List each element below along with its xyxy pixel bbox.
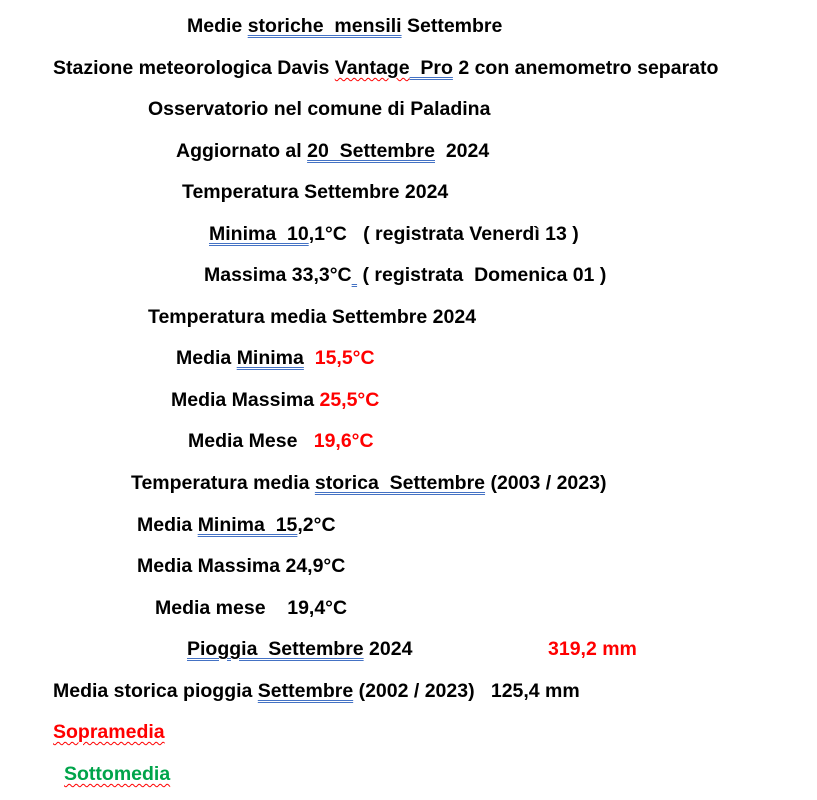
title-prefix: Medie	[187, 15, 248, 37]
rain-historic-rest: (2002 / 2023) 125,4 mm	[353, 680, 580, 702]
historic-min-rest: ,2°C	[297, 514, 336, 536]
updated-year: 2024	[435, 140, 490, 162]
page-title	[187, 14, 502, 38]
historic-heading-underlined: storica Settembre	[314, 472, 486, 494]
station-prefix: Stazione meteorologica Davis	[53, 57, 335, 79]
updated-date: 20 Settembre	[307, 140, 435, 162]
historic-heading-prefix: Temperatura media	[131, 472, 315, 494]
rain-month-value: 319,2 mm	[548, 638, 637, 660]
mean-max-line	[171, 388, 379, 412]
rain-historic-prefix: Media storica pioggia	[53, 680, 258, 702]
station-model: Vantage	[334, 57, 410, 79]
observatory-line: Osservatorio nel comune di Paladina	[148, 98, 491, 120]
title-month: Settembre	[401, 15, 503, 37]
historic-heading-period: (2003 / 2023)	[485, 472, 607, 494]
historic-month-line: Media mese 19,4°C	[155, 597, 348, 619]
mean-max-value: 25,5°C	[319, 389, 380, 411]
temp-month-min	[209, 222, 579, 246]
updated-prefix: Aggiornato al	[176, 140, 308, 162]
mean-max-label: Media Massima	[171, 389, 320, 411]
mean-month-line	[188, 429, 374, 453]
legend-below-average: Sottomedia	[64, 763, 171, 785]
station-line	[53, 56, 718, 80]
mean-min-line	[176, 346, 375, 370]
temp-month-max	[204, 263, 606, 287]
mean-month-label: Media Mese	[188, 430, 314, 452]
temp-month-max-value: Massima 33,3°C	[204, 264, 352, 286]
historic-min-label: Media	[137, 514, 198, 536]
rain-month-year: 2024	[363, 638, 413, 660]
rain-historic-month: Settembre	[257, 680, 354, 702]
historic-min-line	[137, 513, 336, 537]
temp-month-min-value: Minima 10	[209, 223, 309, 245]
legend-above-average: Sopramedia	[53, 721, 165, 743]
rain-month-label: Pioggia Settembre	[187, 638, 364, 660]
rain-historic-line	[53, 679, 580, 703]
mean-min-label-word: Minima	[236, 347, 304, 369]
temp-mean-heading: Temperatura media Settembre 2024	[148, 306, 477, 328]
updated-line	[176, 139, 489, 163]
title-underlined: storiche mensili	[247, 15, 402, 37]
mean-min-value: 15,5°C	[314, 347, 375, 369]
rain-month-line	[187, 637, 412, 661]
temp-month-max-detail: ( registrata Domenica 01 )	[357, 264, 607, 286]
mean-month-value: 19,6°C	[313, 430, 374, 452]
station-suffix: 2 con anemometro separato	[452, 57, 719, 79]
mean-min-label: Media	[176, 347, 237, 369]
historic-max-line: Media Massima 24,9°C	[137, 555, 346, 577]
historic-min-underlined: Minima 15	[197, 514, 298, 536]
historic-heading	[131, 471, 606, 495]
temp-month-min-detail: ,1°C ( registrata Venerdì 13 )	[308, 223, 579, 245]
station-pro: Pro	[409, 57, 453, 79]
temp-month-heading: Temperatura Settembre 2024	[182, 181, 449, 203]
